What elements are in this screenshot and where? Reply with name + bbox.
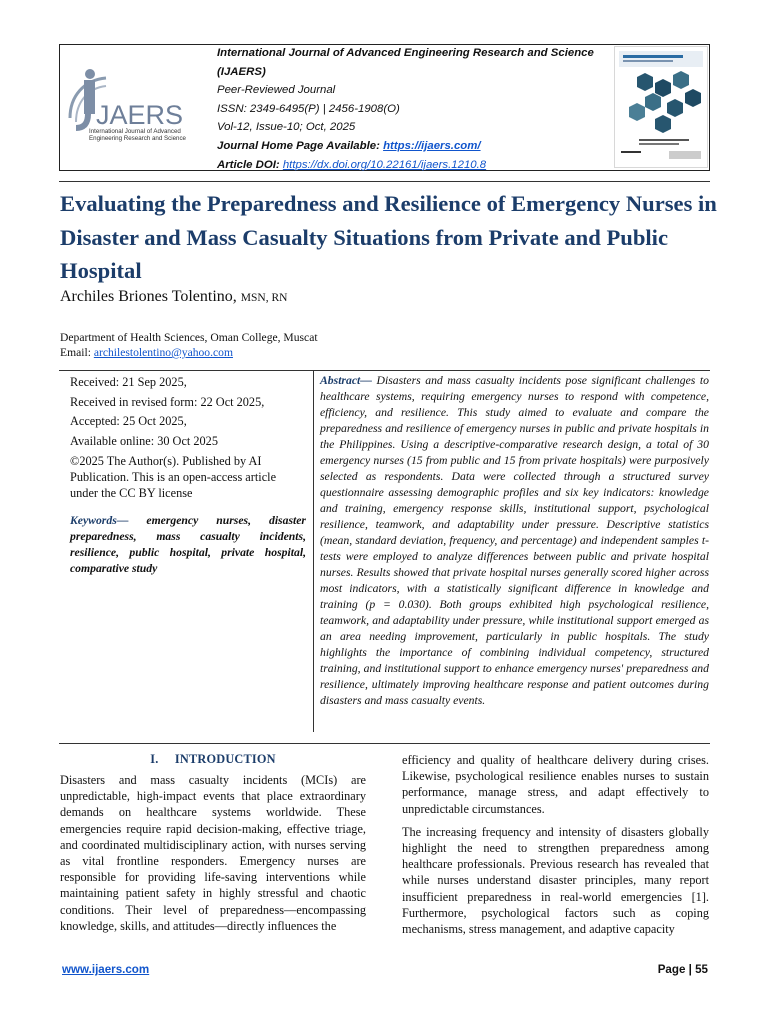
email-link[interactable]: archilestolentino@yahoo.com xyxy=(93,346,233,359)
online-date: Available online: 30 Oct 2025 xyxy=(70,433,218,448)
volume-issue: Vol-12, Issue-10; Oct, 2025 xyxy=(217,121,356,134)
abstract xyxy=(320,373,709,709)
affiliation xyxy=(60,330,318,360)
keywords xyxy=(70,513,306,577)
homepage-line: Journal Home Page Available: https://ijaers.com/ xyxy=(217,139,481,152)
copyright-notice: ©2025 The Author(s). Published by AI Publication. This is an open-access article under the CC BY license xyxy=(70,454,277,500)
introduction-heading: I. INTRODUCTION xyxy=(150,752,276,766)
column-divider xyxy=(313,370,314,732)
revised-date: Received in revised form: 22 Oct 2025, xyxy=(70,394,265,409)
abstract-bottom-divider xyxy=(59,743,710,744)
svg-text:Engineering Research and Scien: Engineering Research and Science xyxy=(89,135,186,142)
page-number: Page | 55 xyxy=(657,963,708,976)
author-credentials: MSN, RN xyxy=(240,292,288,304)
abstract-text: Disasters and mass casualty incidents pose significant challenges to healthcare systems, requiring emergency nurses to respond with competence, efficiency, and resilience. This study aimed to evaluate and compare the preparedness and resilience of emergency nurses in public and private hospitals in the Philippines. Using a descriptive-comparative research design, a total of 30 emergency nurses (15 from public and 15 from private hospitals) were purposively selected as respondents. Data were collected through a structured survey questionnaire assessing demographic profiles and six key indicators: knowledge and training, emergency response skills, institutional support, psychological resilience, teamwork, and adaptability under pressure. Descriptive statistics (mean, standard deviation, frequency, and percentage) and independent samples t-tests were employed to analyze differences between public and private hospital nurses. Results showed that private hospital nurses generally scored higher across most indicators, with a statistically significant difference in knowledge and training (p = 0.030). Both groups exhibited high psychological resilience, teamwork, and adaptability under pressure, while institutional support emerged as an area needing improvement, particularly in public hospitals. The study highlights the importance of combining individual competency, structured training, and institutional support to enhance emergency nurses' preparedness and resilience, ultimately improving healthcare response and patient outcomes during disasters and mass casualty events. xyxy=(320,374,710,707)
doi-link[interactable]: https://dx.doi.org/10.22161/ijaers.1210.8 xyxy=(282,158,487,171)
peer-reviewed-label: Peer-Reviewed Journal xyxy=(217,84,336,97)
department: Department of Health Sciences, Oman College, Muscat xyxy=(60,331,318,344)
journal-name: International Journal of Advanced Engineering Research and Science (IJAERS) xyxy=(217,47,594,78)
svg-text:International Journal of Advan: International Journal of Advanced xyxy=(89,128,181,135)
author-name: Archiles Briones Tolentino, xyxy=(60,288,237,305)
introduction-right-column xyxy=(402,752,709,944)
svg-text:JAERS: JAERS xyxy=(96,100,184,130)
journal-info xyxy=(217,44,607,174)
introduction-left-column xyxy=(60,772,366,934)
article-title: Evaluating the Preparedness and Resilience of Emergency Nurses in Disaster and Mass Casualty Situations from Private and Public Hospital xyxy=(60,191,717,283)
doi-line: Article DOI: https://dx.doi.org/10.22161/ijaers.1210.8 xyxy=(217,158,487,171)
introduction-paragraph-1: Disasters and mass casualty incidents (MCIs) are unpredictable, high-impact events that place extraordinary demands on healthcare systems worldwide. These emergencies require rapid decision-making, effective triage, and coordinated multidisciplinary action, with nurses serving as vital frontline responders. Emergency nurses are responsible for providing life-saving interventions while maintaining patient safety in highly stressful and chaotic conditions. Their level of preparedness—encompassing knowledge, skills, and attitudes—directly influences the xyxy=(60,773,366,933)
article-info xyxy=(70,373,306,577)
author xyxy=(60,288,287,306)
info-top-divider xyxy=(59,370,710,371)
header-divider xyxy=(59,181,710,182)
issn: ISSN: 2349-6495(P) | 2456-1908(O) xyxy=(217,102,400,115)
accepted-date: Accepted: 25 Oct 2025, xyxy=(70,414,187,428)
email-line: Email: archilestolentino@yahoo.com xyxy=(60,346,233,359)
ijaers-logo xyxy=(62,66,198,146)
received-date: Received: 21 Sep 2025, xyxy=(70,375,187,389)
keywords-text: emergency nurses, disaster preparedness, mass casualty incidents, resilience, public hospital, private hospital, comparative study xyxy=(70,514,306,575)
keywords-label: Keywords— xyxy=(70,514,129,527)
introduction-paragraph-3: The increasing frequency and intensity of disasters globally highlight the need to strengthen preparedness among healthcare professionals. Previous research has revealed that while nurses understand disaster principles, many report insufficient preparedness in real-world emergencies [1]. Furthermore, psychological factors such as coping mechanisms, stress management, and adaptive capacity xyxy=(402,824,709,937)
abstract-label: Abstract— xyxy=(320,374,372,387)
journal-cover-image xyxy=(614,46,708,168)
homepage-link[interactable]: https://ijaers.com/ xyxy=(383,139,481,152)
footer-journal-link[interactable]: www.ijaers.com xyxy=(62,963,150,976)
introduction-paragraph-2: efficiency and quality of healthcare delivery during crises. Likewise, psychological resilience enables nurses to sustain performance, manage stress, and adapt effectively to unpredictable circumstances. xyxy=(402,753,709,816)
